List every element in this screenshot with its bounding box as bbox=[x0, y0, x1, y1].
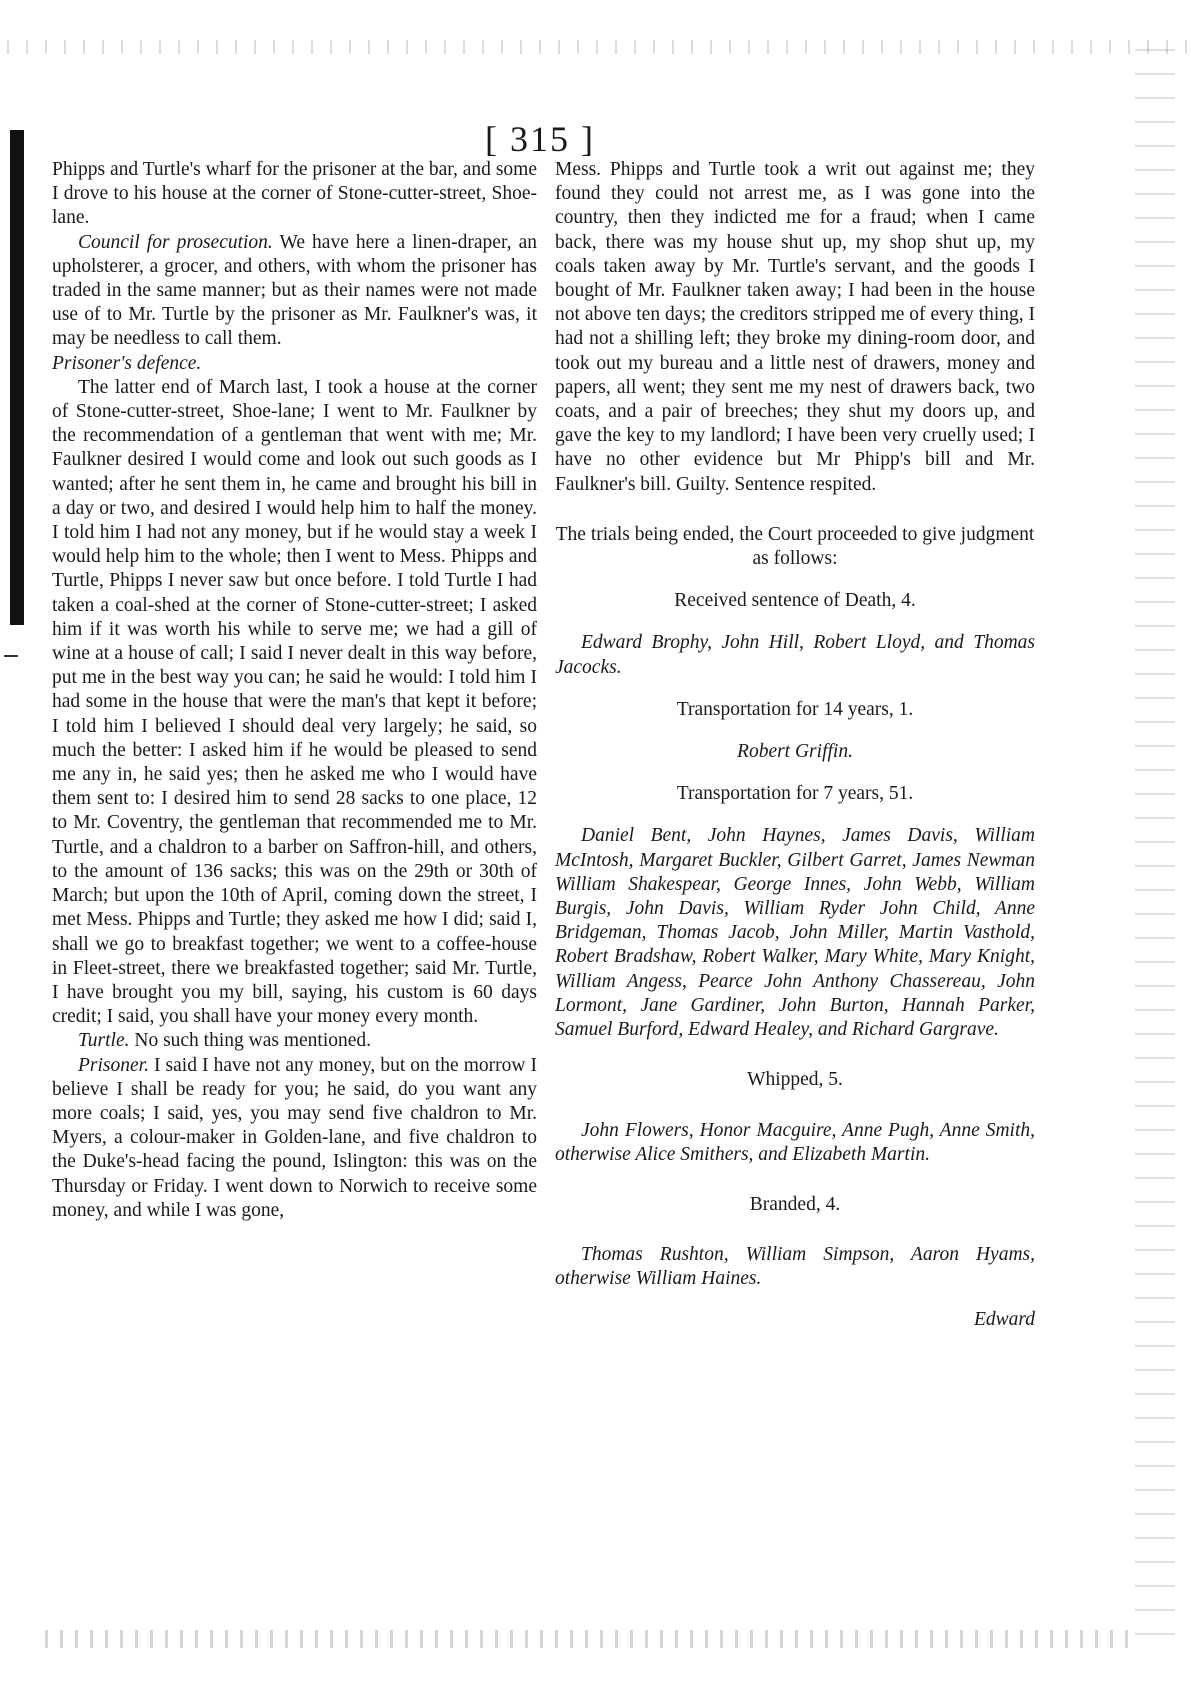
sentence-heading-death: Received sentence of Death, 4. bbox=[674, 590, 916, 612]
scan-noise-bottom bbox=[40, 1630, 1140, 1648]
paragraph bbox=[52, 1029, 537, 1053]
margin-tick bbox=[4, 655, 18, 657]
sentence-heading-transportation-7: Transportation for 7 years, 51. bbox=[676, 783, 914, 805]
section-heading: Prisoner's defence. bbox=[52, 352, 202, 374]
scan-noise-top bbox=[0, 40, 1191, 54]
paragraph: Mess. Phipps and Turtle took a writ out against me; they found they could not arrest me, as I was gone into the country, then they indicted me for a fraud; when I came back, there was my house shut up, my shop shut up, my coals taken away by Mr. Turtle's servant, and the goods I bought of Mr. Faulkner taken away; I had been in the house not above ten days; the creditors stripped me of every thing, I had not a shilling left; they broke my dining-room door, and took out my bureau and a little nest of drawers, money and papers, all went; they sent me my nest of drawers back, two coats, and a pair of breeches; they shut my doors up, and gave the key to my landlord; I have been very cruelly used; I have no other evidence but Mr Phipp's bill and Mr. Faulkner's bill. Guilty. Sentence respited. bbox=[555, 159, 1035, 495]
scan-edge-right bbox=[1135, 40, 1175, 1640]
left-column bbox=[52, 158, 537, 1223]
speaker-label: Turtle. bbox=[78, 1030, 130, 1052]
margin-bar bbox=[10, 130, 24, 625]
paragraph: Phipps and Turtle's wharf for the prisoner at the bar, and some I drove to his house at the corner of Stone-cutter-street, Shoe-lane. bbox=[52, 159, 537, 229]
sentence-heading-whipped: Whipped, 5. bbox=[747, 1069, 843, 1091]
right-column bbox=[555, 158, 1035, 1332]
paragraph: The latter end of March last, I took a house at the corner of Stone-cutter-street, Shoe-lane; I went to Mr. Faulkner by the recommendation of a gentleman that went with me; Mr. Faulkner desired I would come and look out such goods as I wanted; after he sent them in, he came and brought his bill in a day or two, and desired I would help him to half the money. I told him I had not any money, but if he would stay a week I would help him to the whole; then I went to Mess. Phipps and Turtle, Phipps I never saw but once before. I told Turtle I had taken a coal-shed at the corner of Stone-cutter-street; I asked him if it was worth his while to serve me; we had a gill of wine at a house of call; I said I never dealt in this way before, put me in the best way you can; he said he would: I told him I had some in the house that were the man's that kept it before; I told him I believed I should deal very largely; he said, so much the better: I asked him if he would be pleased to send me any in, he said yes; then he asked me who I would have them sent to: I desired him to send 28 sacks to one place, 12 to Mr. Coventry, the gentleman that recommended me to Mr. Turtle, and a chaldron to a barber on Saffron-hill, and others, to the amount of 136 sacks; this was on the 29th or 30th of March; but upon the 10th of April, coming down the street, I met Mess. Phipps and Turtle; they asked me how I did; said I, shall we go to breakfast together; we went to a coffee-house in Fleet-street, there we breakfasted together; said Mr. Turtle, I have brought you my bill, saying, his custom is 60 days credit; I said, you shall have your money every month. bbox=[52, 376, 537, 1028]
paragraph: The trials being ended, the Court proceeded to give judgment as follows: bbox=[555, 523, 1035, 570]
paragraph bbox=[52, 1054, 537, 1223]
catchword: Edward bbox=[973, 1308, 1035, 1330]
sentence-heading-branded: Branded, 4. bbox=[749, 1193, 841, 1215]
paragraph-text: I said I have not any money, but on the morrow I believe I shall be ready for you; he said, do you want any more coals; I said, yes, you may send five chaldron to Mr. Myers, a colour-maker in Golden-lane, and five chaldron to the Duke's-head facing the pound, Islington: this was on the Thursday or Friday. I went down to Norwich to receive some money, and while I was gone, bbox=[52, 1054, 537, 1221]
sentence-heading-transportation-14: Transportation for 14 years, 1. bbox=[676, 698, 914, 720]
names-transportation-14: Robert Griffin. bbox=[737, 741, 853, 763]
speaker-label: Prisoner. bbox=[78, 1054, 149, 1076]
names-branded: Thomas Rushton, William Simpson, Aaron Hyams, otherwise William Haines. bbox=[555, 1244, 1035, 1290]
names-whipped: John Flowers, Honor Macguire, Anne Pugh, Anne Smith, otherwise Alice Smithers, and Elizabeth Martin. bbox=[555, 1119, 1035, 1165]
paragraph bbox=[52, 231, 537, 352]
paragraph-text: No such thing was mentioned. bbox=[129, 1030, 372, 1052]
paragraph-text: We have here a linen-draper, an upholsterer, a grocer, and others, with whom the prisoner has traded in the same manner; but as their names were not made use of to Mr. Turtle by the prisoner as Mr. Faulkner's was, it may be needless to call them. bbox=[52, 231, 537, 350]
names-death: Edward Brophy, John Hill, Robert Lloyd, and Thomas Jacocks. bbox=[555, 632, 1035, 678]
names-transportation-7: Daniel Bent, John Haynes, James Davis, William McIntosh, Margaret Buckler, Gilbert Garret, James Newman William Shakespear, George Innes, John Webb, William Burgis, John Davis, William Ryder John Child, Anne Bridgeman, Thomas Jacob, John Miller, Martin Vasthold, Robert Bradshaw, Robert Walker, Mary White, Mary Knight, William Angess, Pearce John Anthony Chassereau, John Lormont, Jane Gardiner, John Burton, Hannah Parker, Samuel Burford, Edward Healey, and Richard Gargrave. bbox=[555, 825, 1035, 1041]
page-number: [ 315 ] bbox=[485, 119, 595, 159]
speaker-label: Council for prosecution. bbox=[78, 231, 273, 253]
